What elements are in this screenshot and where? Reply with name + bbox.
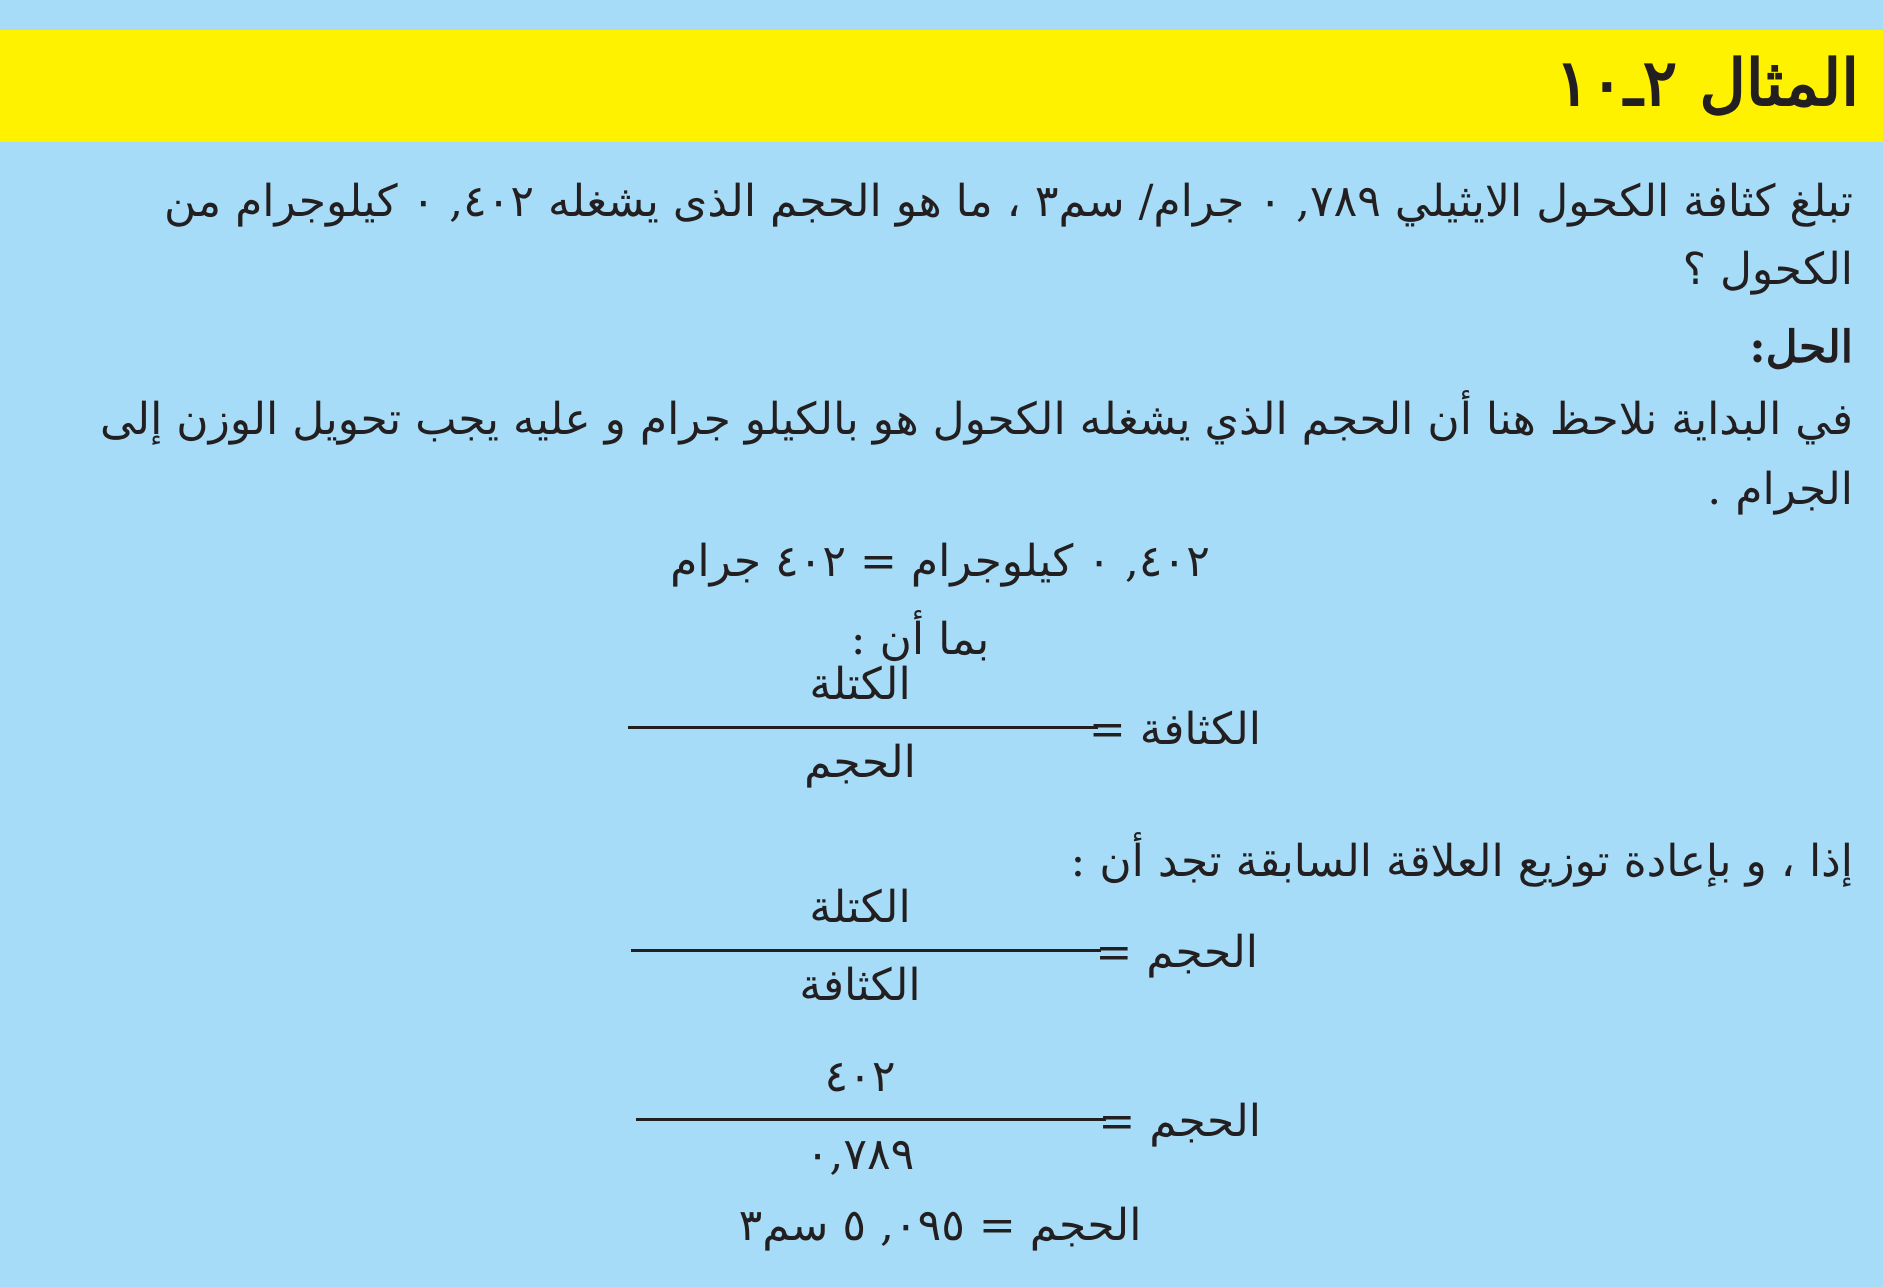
rearrange-text: إذا ، و بإعادة توزيع العلاقة السابقة تجد أن : [1070,836,1853,887]
volume-formula-lhs: الحجم = [1095,927,1258,978]
volume-calculation [620,1047,1270,1197]
density-formula-fraction-bar [628,726,1098,729]
volume-calculation-lhs: الحجم = [1098,1096,1261,1147]
volume-formula [620,878,1270,1028]
density-formula [620,655,1270,805]
volume-calculation-fraction-bar [636,1118,1106,1121]
intro-line-2: الجرام . [1707,464,1853,515]
intro-line-1: في البداية نلاحظ هنا أن الحجم الذي يشغله الكحول هو بالكيلو جرام و عليه يجب تحويل الوزن إلى [100,394,1853,445]
result-equation: الحجم = ٠٩٥, ٥ سم٣ [738,1200,1142,1251]
conversion-equation: ٤٠٢, ٠ كيلوجرام = ٤٠٢ جرام [670,536,1210,587]
example-title: المثال ٢ـ١٠ [1555,46,1859,121]
solution-label: الحل: [1749,322,1853,373]
density-formula-numerator: الكتلة [809,659,911,710]
density-formula-lhs: الكثافة = [1088,704,1261,755]
since-label: بما أن : [850,614,990,665]
problem-line-2: الكحول ؟ [1682,244,1853,295]
volume-formula-numerator: الكتلة [809,882,911,933]
volume-calculation-numerator: ٤٠٢ [824,1051,896,1102]
density-formula-denominator: الحجم [804,737,916,788]
volume-calculation-denominator: ٠,٧٨٩ [805,1129,915,1180]
problem-line-1: تبلغ كثافة الكحول الايثيلي ٧٨٩, ٠ جرام/ سم٣ ، ما هو الحجم الذى يشغله ٤٠٢, ٠ كيلوجرام من [164,176,1853,227]
volume-formula-fraction-bar [631,949,1101,952]
volume-formula-denominator: الكثافة [799,960,921,1011]
